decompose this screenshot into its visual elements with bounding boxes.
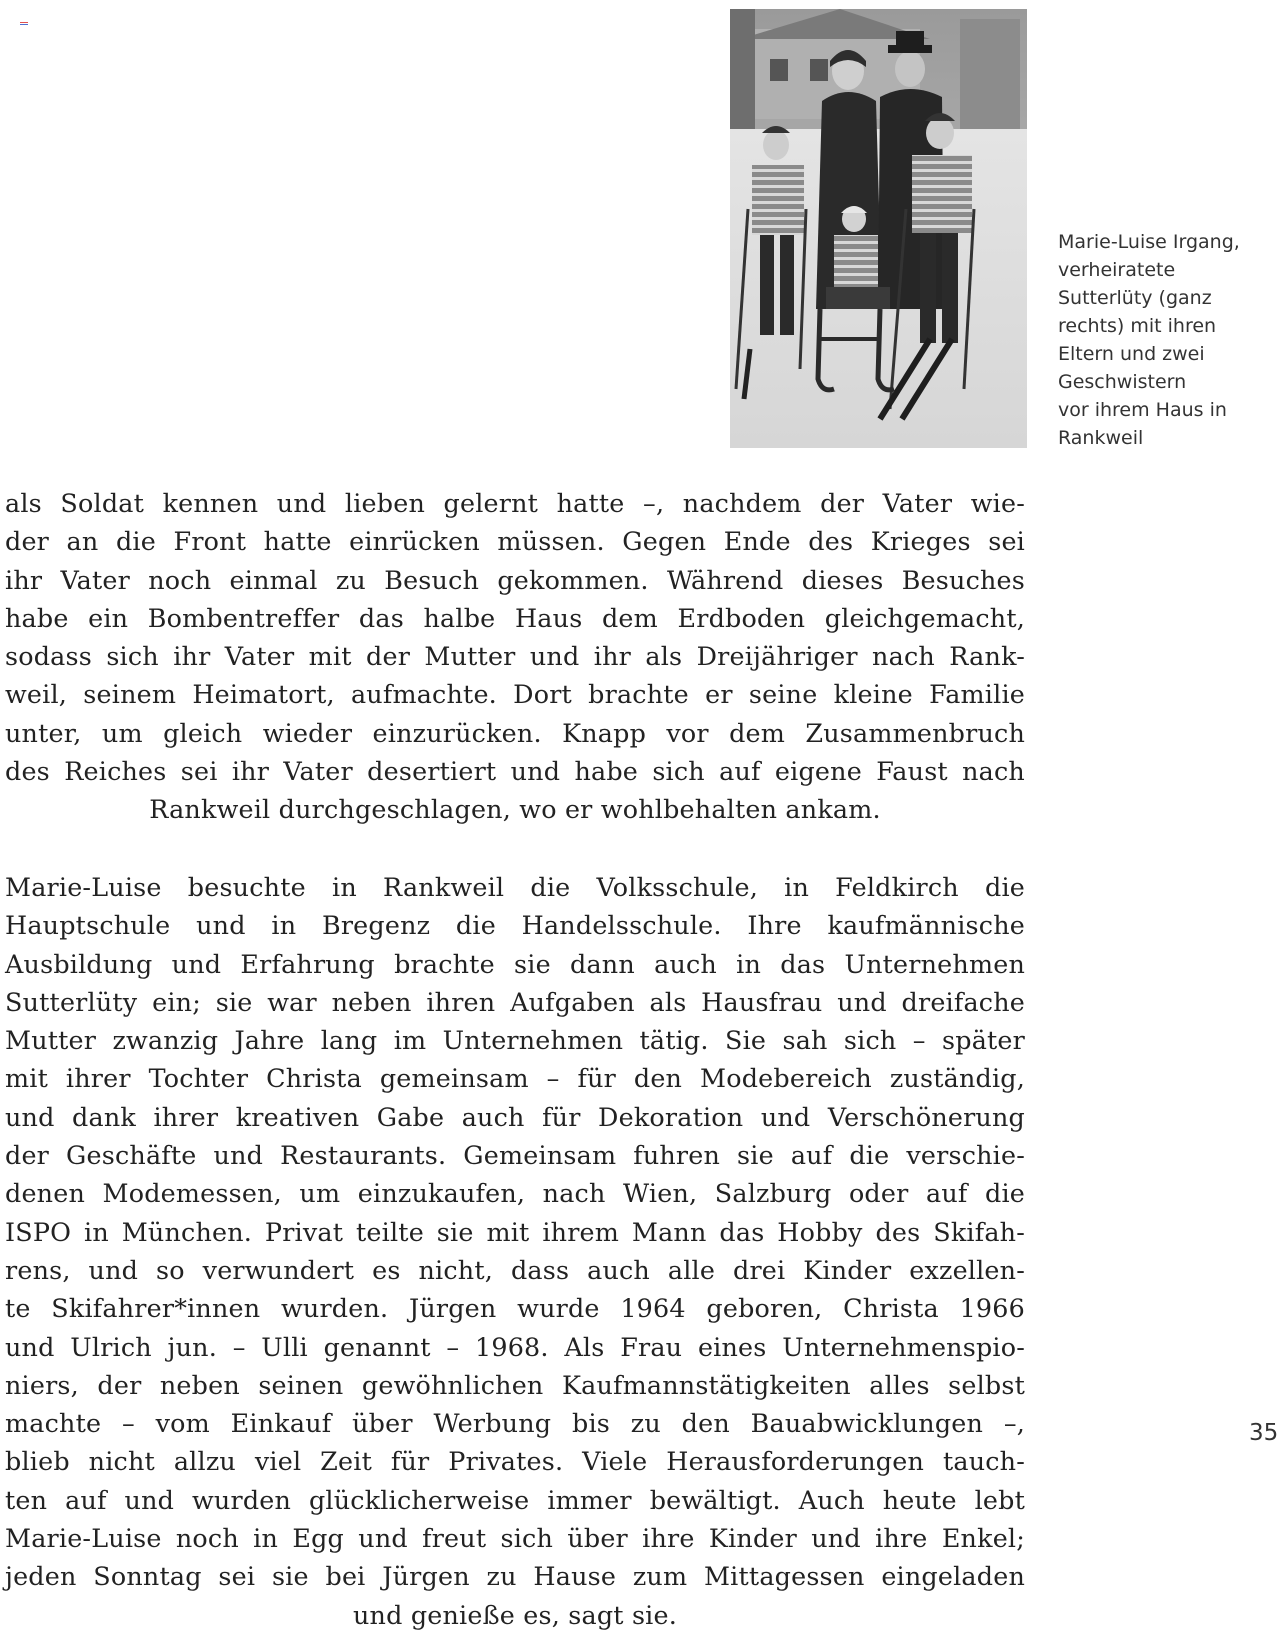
corner-mark-line-1 <box>20 22 28 23</box>
text-line: der an die Front hatte einrücken müssen. Gegen Ende des Krieges sei <box>5 526 1025 557</box>
text-line: Rankweil durchgeschlagen, wo er wohlbehalten ankam. <box>149 794 881 825</box>
text-line: und Ulrich jun. – Ulli genannt – 1968. Als Frau eines Unternehmenspio- <box>5 1331 1025 1362</box>
caption-line: Rankweil <box>1058 427 1144 449</box>
text-line: Marie-Luise noch in Egg und freut sich über ihre Kinder und ihre Enkel; <box>5 1523 1025 1554</box>
caption-line: Marie-Luise Irgang, <box>1058 231 1240 253</box>
text-line: ten auf und wurden glücklicherweise immer bewältigt. Auch heute lebt <box>5 1484 1025 1515</box>
caption-line: Sutterlüty (ganz <box>1058 287 1212 309</box>
caption-line: vor ihrem Haus in <box>1058 399 1227 421</box>
text-line: weil, seinem Heimatort, aufmachte. Dort brachte er seine kleine Familie <box>5 679 1025 710</box>
text-line: und dank ihrer kreativen Gabe auch für Dekoration und Verschönerung <box>5 1101 1025 1132</box>
text-line: unter, um gleich wieder einzurücken. Knapp vor dem Zusammenbruch <box>5 717 1025 748</box>
text-line: und genieße es, sagt sie. <box>352 1599 677 1630</box>
caption-line: Eltern und zwei <box>1058 343 1205 365</box>
text-line: ISPO in München. Privat teilte sie mit ihrem Mann das Hobby des Skifah- <box>5 1216 1025 1247</box>
photo-caption <box>1058 228 1273 452</box>
text-line: der Geschäfte und Restaurants. Gemeinsam fuhren sie auf die verschie- <box>5 1140 1025 1171</box>
caption-line: verheiratete <box>1058 259 1176 281</box>
caption-line: Geschwistern <box>1058 371 1187 393</box>
body-paragraph-2 <box>5 868 1025 1634</box>
family-winter-photo-icon <box>730 9 1027 448</box>
text-line: Mutter zwanzig Jahre lang im Unternehmen tätig. Sie sah sich – später <box>5 1025 1025 1056</box>
text-line: machte – vom Einkauf über Werbung bis zu den Bauabwicklungen –, <box>5 1408 1025 1439</box>
text-line: denen Modemessen, um einzukaufen, nach Wien, Salzburg oder auf die <box>5 1178 1025 1209</box>
text-line: te Skifahrer*innen wurden. Jürgen wurde 1964 geboren, Christa 1966 <box>5 1293 1025 1324</box>
body-paragraph-1 <box>5 484 1025 829</box>
text-line: als Soldat kennen und lieben gelernt hatte –, nachdem der Vater wie- <box>5 488 1025 518</box>
text-line: jeden Sonntag sei sie bei Jürgen zu Hause zum Mittagessen eingeladen <box>5 1561 1025 1592</box>
text-line: habe ein Bombentreffer das halbe Haus dem Erdboden gleichgemacht, <box>5 602 1025 633</box>
caption-line: rechts) mit ihren <box>1058 315 1217 337</box>
text-line: mit ihrer Tochter Christa gemeinsam – für den Modebereich zuständig, <box>5 1063 1025 1094</box>
text-line: Ausbildung und Erfahrung brachte sie dann auch in das Unternehmen <box>5 948 1025 979</box>
family-photo <box>730 9 1027 448</box>
text-line: sodass sich ihr Vater mit der Mutter und ihr als Dreijähriger nach Rank- <box>5 641 1025 672</box>
text-line: ihr Vater noch einmal zu Besuch gekommen. Während dieses Besuches <box>5 564 1025 595</box>
page-number: 35 <box>1249 1420 1279 1446</box>
text-line: rens, und so verwundert es nicht, dass auch alle drei Kinder exzellen- <box>5 1254 1025 1285</box>
text-line: des Reiches sei ihr Vater desertiert und habe sich auf eigene Faust nach <box>5 756 1025 787</box>
corner-mark-icon <box>20 22 28 27</box>
text-line: Hauptschule und in Bregenz die Handelsschule. Ihre kaufmännische <box>5 910 1025 941</box>
text-line: blieb nicht allzu viel Zeit für Privates. Viele Herausforderungen tauch- <box>5 1446 1025 1477</box>
text-line: niers, der neben seinen gewöhnlichen Kaufmannstätigkeiten alles selbst <box>5 1369 1025 1400</box>
corner-mark-line-2 <box>20 24 28 25</box>
text-line: Sutterlüty ein; sie war neben ihren Aufgaben als Hausfrau und dreifache <box>5 986 1025 1017</box>
text-line: Marie-Luise besuchte in Rankweil die Volksschule, in Feldkirch die <box>5 872 1025 902</box>
